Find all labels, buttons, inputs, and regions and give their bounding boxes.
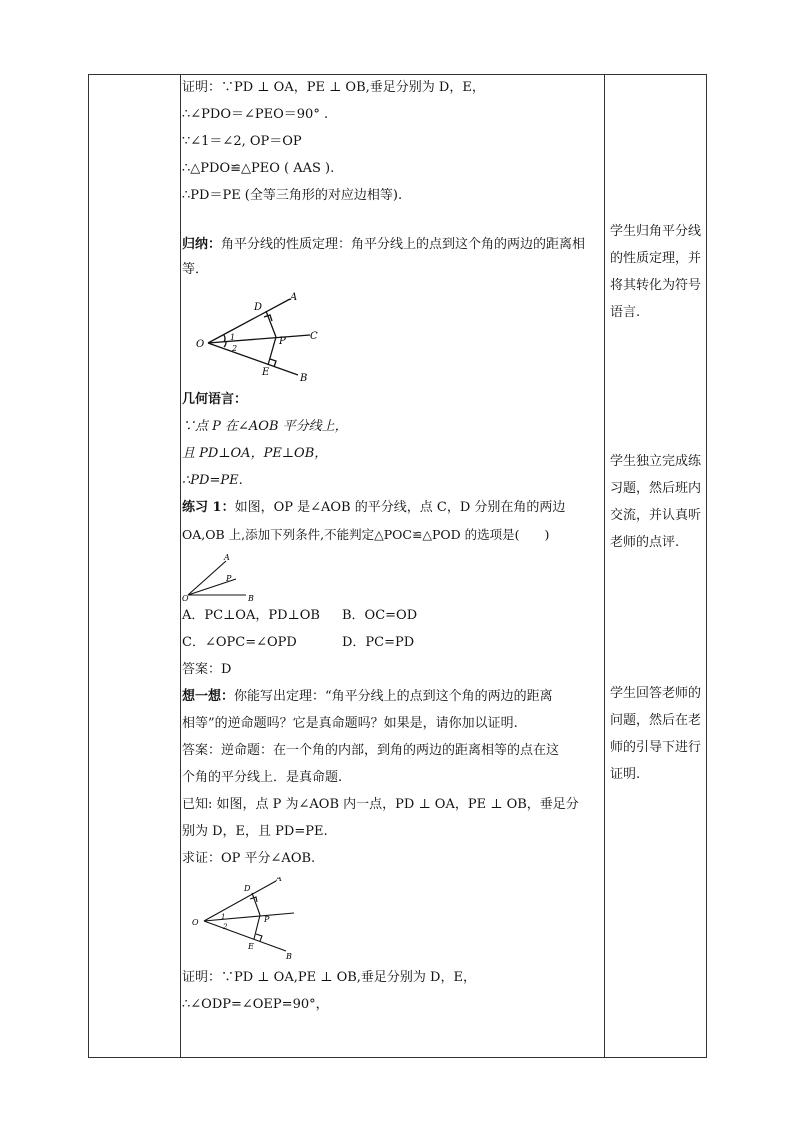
side-note-1: 学生归角平分线的性质定理，并将其转化为符号语言. [610,224,702,320]
teaching-content [182,79,600,1023]
option-d: D．PC=PD [342,635,415,650]
think-answer1: 答案：逆命题：在一个角的内部，到角的两边的距离相等的点在这 [182,743,560,758]
label-P: P [279,336,286,347]
think-prove: 求证：OP 平分∠AOB. [182,851,316,866]
angle-bisector-figure [190,291,600,387]
lesson-table [88,74,707,1058]
summary-text: 角平分线的性质定理：角平分线上的点到这个角的两边的距离相等． [182,237,586,277]
proof1-line: 证明：∵PD ⊥ OA，PE ⊥ OB,垂足分别为 D，E， [182,80,485,95]
label-1: 1 [230,333,236,342]
label-D: D [254,302,263,313]
think-text: 你能写出定理：“角平分线上的点到这个角的两边的距离 [234,689,553,704]
exercise1-answer: 答案：D [182,662,232,677]
label-O: O [196,339,205,350]
option-b: B．OC=OD [342,608,418,623]
label-2: 2 [223,923,228,931]
label-A: A [276,877,282,883]
label-P: P [264,915,270,924]
summary [182,232,600,282]
geometry-line: 且 PD⊥OA，PE⊥OB， [182,446,328,461]
proof1-line: ∴∠PDO＝∠PEO＝90° . [182,107,329,122]
angle-bisector-figure-2 [190,877,600,965]
label-B: B [300,373,308,383]
column-divider [180,75,181,1057]
label-A: A [290,292,298,303]
side-note-2: 学生独立完成练习题，然后班内交流，并认真听老师的点评. [610,454,702,550]
exercise1-label: 练习 1： [182,500,235,515]
exercise-figure [182,549,600,605]
think [182,688,600,706]
option-c: C．∠OPC=∠OPD [182,635,297,650]
options-row-1 [182,607,600,625]
side-note-3: 学生回答老师的问题，然后在老师的引导下进行证明. [610,686,702,782]
label-O: O [192,918,199,927]
geometry-heading: 几何语言： [182,392,248,407]
think-text2: 相等”的逆命题吗？它是真命题吗？如果是，请你加以证明. [182,716,518,731]
option-a: A．PC⊥OA，PD⊥OB [182,608,320,623]
proof1-line: ∴△PDO≌△PEO ( AAS ). [182,161,335,176]
proof1-line: ∵∠1＝∠2, OP＝OP [182,134,302,149]
label-E: E [248,942,254,951]
label-A: A [224,553,230,562]
summary-label: 归纳： [182,237,222,252]
think-given2: 别为 D，E，且 PD=PE. [182,824,328,839]
column-divider [604,75,605,1057]
label-P: P [226,574,232,583]
think-label: 想一想： [182,689,235,704]
label-E: E [262,367,270,378]
geometry-line: ∵点 P 在∠AOB 平分线上， [182,419,348,434]
label-D: D [244,884,251,893]
think-given1: 已知: 如图，点 P 为∠AOB 内一点，PD ⊥ OA，PE ⊥ OB，垂足分 [182,797,579,812]
exercise1-text: 如图，OP 是∠AOB 的平分线，点 C，D 分别在角的两边 [234,500,566,515]
label-C: C [310,331,318,342]
think-answer2: 个角的平分线上．是真命题. [182,770,343,785]
label-B: B [248,594,254,601]
proof2-line: ∴∠ODP=∠OEP=90°， [182,997,329,1012]
exercise1 [182,499,600,517]
label-1: 1 [221,913,226,921]
geometry-line: ∴PD=PE. [182,473,243,488]
options-row-2 [182,634,600,652]
exercise1-text2: OA,OB 上,添加下列条件,不能判定△POC≌△POD 的选项是( ) [182,527,550,542]
label-B: B [286,952,292,961]
label-O: O [182,594,189,601]
proof1-line: ∴PD＝PE (全等三角形的对应边相等). [182,188,403,203]
label-2: 2 [232,344,238,353]
proof2-line: 证明：∵PD ⊥ OA,PE ⊥ OB,垂足分别为 D，E， [182,970,476,985]
